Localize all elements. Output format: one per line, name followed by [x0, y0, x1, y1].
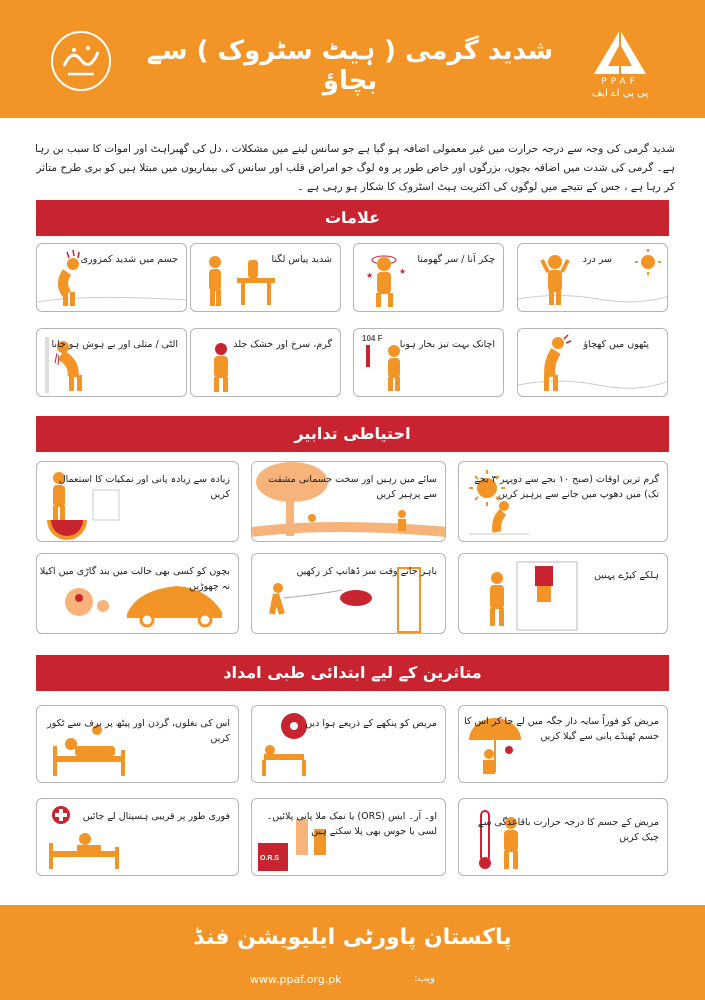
section-symptoms-header: علامات: [36, 200, 669, 236]
symptom-label: شدید پیاس لگنا: [271, 254, 332, 265]
footer-org-name: پاکستان پاورٹی ایلیویشن فنڈ: [193, 925, 512, 950]
precaution-label: باہر جاتے وقت سر ڈھانپ کر رکھیں: [296, 566, 437, 577]
wardrobe-icon: [459, 554, 668, 634]
symptom-card: [190, 328, 341, 397]
first-aid-card: [458, 705, 668, 783]
page-title: شدید گرمی ( ہیٹ سٹروک ) سے بچاؤ: [146, 36, 554, 96]
precaution-card: [251, 461, 446, 542]
precaution-card: [251, 553, 446, 634]
precaution-label: بچوں کو کسی بھی حالت میں بند گاڑی میں اکیلا نہ چھوڑیں: [39, 566, 230, 592]
emblem-logo: [50, 30, 112, 92]
precaution-card: [458, 461, 668, 542]
symptom-card: [353, 328, 504, 397]
first-aid-card: [458, 798, 668, 876]
symptom-card: [36, 243, 187, 312]
symptom-card: [517, 243, 668, 312]
svg-text:★: ★: [366, 271, 374, 280]
symptom-label: الٹی / متلی اور بے ہوش ہو جانا: [51, 339, 178, 350]
symptom-label: گرم، سرخ اور خشک جلد: [233, 339, 332, 350]
ppaf-logo: [592, 28, 648, 76]
first-aid-card: [36, 705, 239, 783]
first-aid-label: اس کی بغلوں، گردن اور پیٹھ پر برف سے ٹکور کریں: [47, 718, 230, 744]
symptom-card: [36, 328, 187, 397]
symptom-card: [190, 243, 341, 312]
first-aid-label: او۔ آر۔ ایس (ORS) یا نمک ملا پانی پلائیں۔ لسی یا جوس بھی پلا سکتے ہیں: [266, 811, 437, 837]
precaution-label: گرم ترین اوقات (صبح ۱۰ بجے سے دوپہر ۳ بجے تک) میں دھوپ میں جانے سے پرہیز کریں: [474, 474, 659, 500]
org-abbreviation: PPAF: [601, 77, 639, 87]
symptom-label: چکر آنا / سر گھومنا: [417, 254, 495, 265]
footer-web-label: ویب:: [414, 973, 435, 984]
symptom-card: [353, 243, 504, 312]
precaution-label: سائے میں رہیں اور سخت جسمانی مشقت سے پرہیز کریں: [268, 474, 437, 500]
first-aid-card: [251, 705, 446, 783]
precaution-label: زیادہ سے زیادہ پانی اور نمکیات کا استعمال کریں: [58, 474, 230, 500]
footer-banner: [0, 905, 705, 1000]
precaution-card: [36, 553, 239, 634]
first-aid-label: مریض کو پنکھے کے ذریعے ہوا دیں: [305, 718, 437, 729]
symptom-label: پٹھوں میں کھچاؤ: [583, 339, 649, 350]
header-banner: [0, 0, 705, 118]
first-aid-card: [251, 798, 446, 876]
intro-paragraph: شدید گرمی کی وجہ سے درجہ حرارت میں غیر معمولی اضافہ ہو گیا ہے جو سانس لینے میں مشکلات ، دل کی گھبراہٹ اور اموات کا سبب بن رہا ہے۔ گرمی کی شدت میں اضافہ بچوں، بزرگوں اور خاص طور پر وہ لوگ جو امراض قلب اور سانس کی بیماریوں میں مبتلا ہیں کو بری طرح متاثر کر رہا ہے ، جس کے نتیجے میں لوگوں کی اکثریت ہیٹ اسٹروک کا شکار ہو رہی ہے ۔: [34, 143, 675, 193]
precaution-card: [458, 553, 668, 634]
symptom-label: اچانک بہت تیز بخار ہونا: [399, 339, 495, 350]
first-aid-card: [36, 798, 239, 876]
symptom-label: جسم میں شدید کمزوری: [80, 254, 178, 265]
footer-website-link[interactable]: www.ppaf.org.pk: [250, 973, 342, 986]
svg-text:★: ★: [399, 267, 407, 276]
first-aid-label: فوری طور پر قریبی ہسپتال لے جائیں: [82, 811, 230, 822]
symptom-label: سر درد: [582, 254, 612, 265]
ors-badge: O.R.S: [260, 855, 280, 862]
precaution-card: [36, 461, 239, 542]
precaution-label: ہلکے کپڑے پہنیں: [594, 570, 659, 581]
fever-badge: 104 F: [362, 334, 383, 343]
first-aid-label: مریض کو فوراً سایہ دار جگہ میں لے جا کر اس کا جسم ٹھنڈے پانی سے گیلا کریں: [464, 716, 659, 742]
first-aid-label: مریض کے جسم کا درجہ حرارت باقاعدگی سے چیک کریں: [477, 817, 659, 843]
section-first-aid-header: متاثرین کے لیے ابتدائی طبی امداد: [36, 655, 669, 691]
symptom-card: [517, 328, 668, 397]
org-abbreviation-urdu: پی پی اے ایف: [591, 88, 649, 99]
section-precautions-header: احتیاطی تدابیر: [36, 416, 669, 452]
